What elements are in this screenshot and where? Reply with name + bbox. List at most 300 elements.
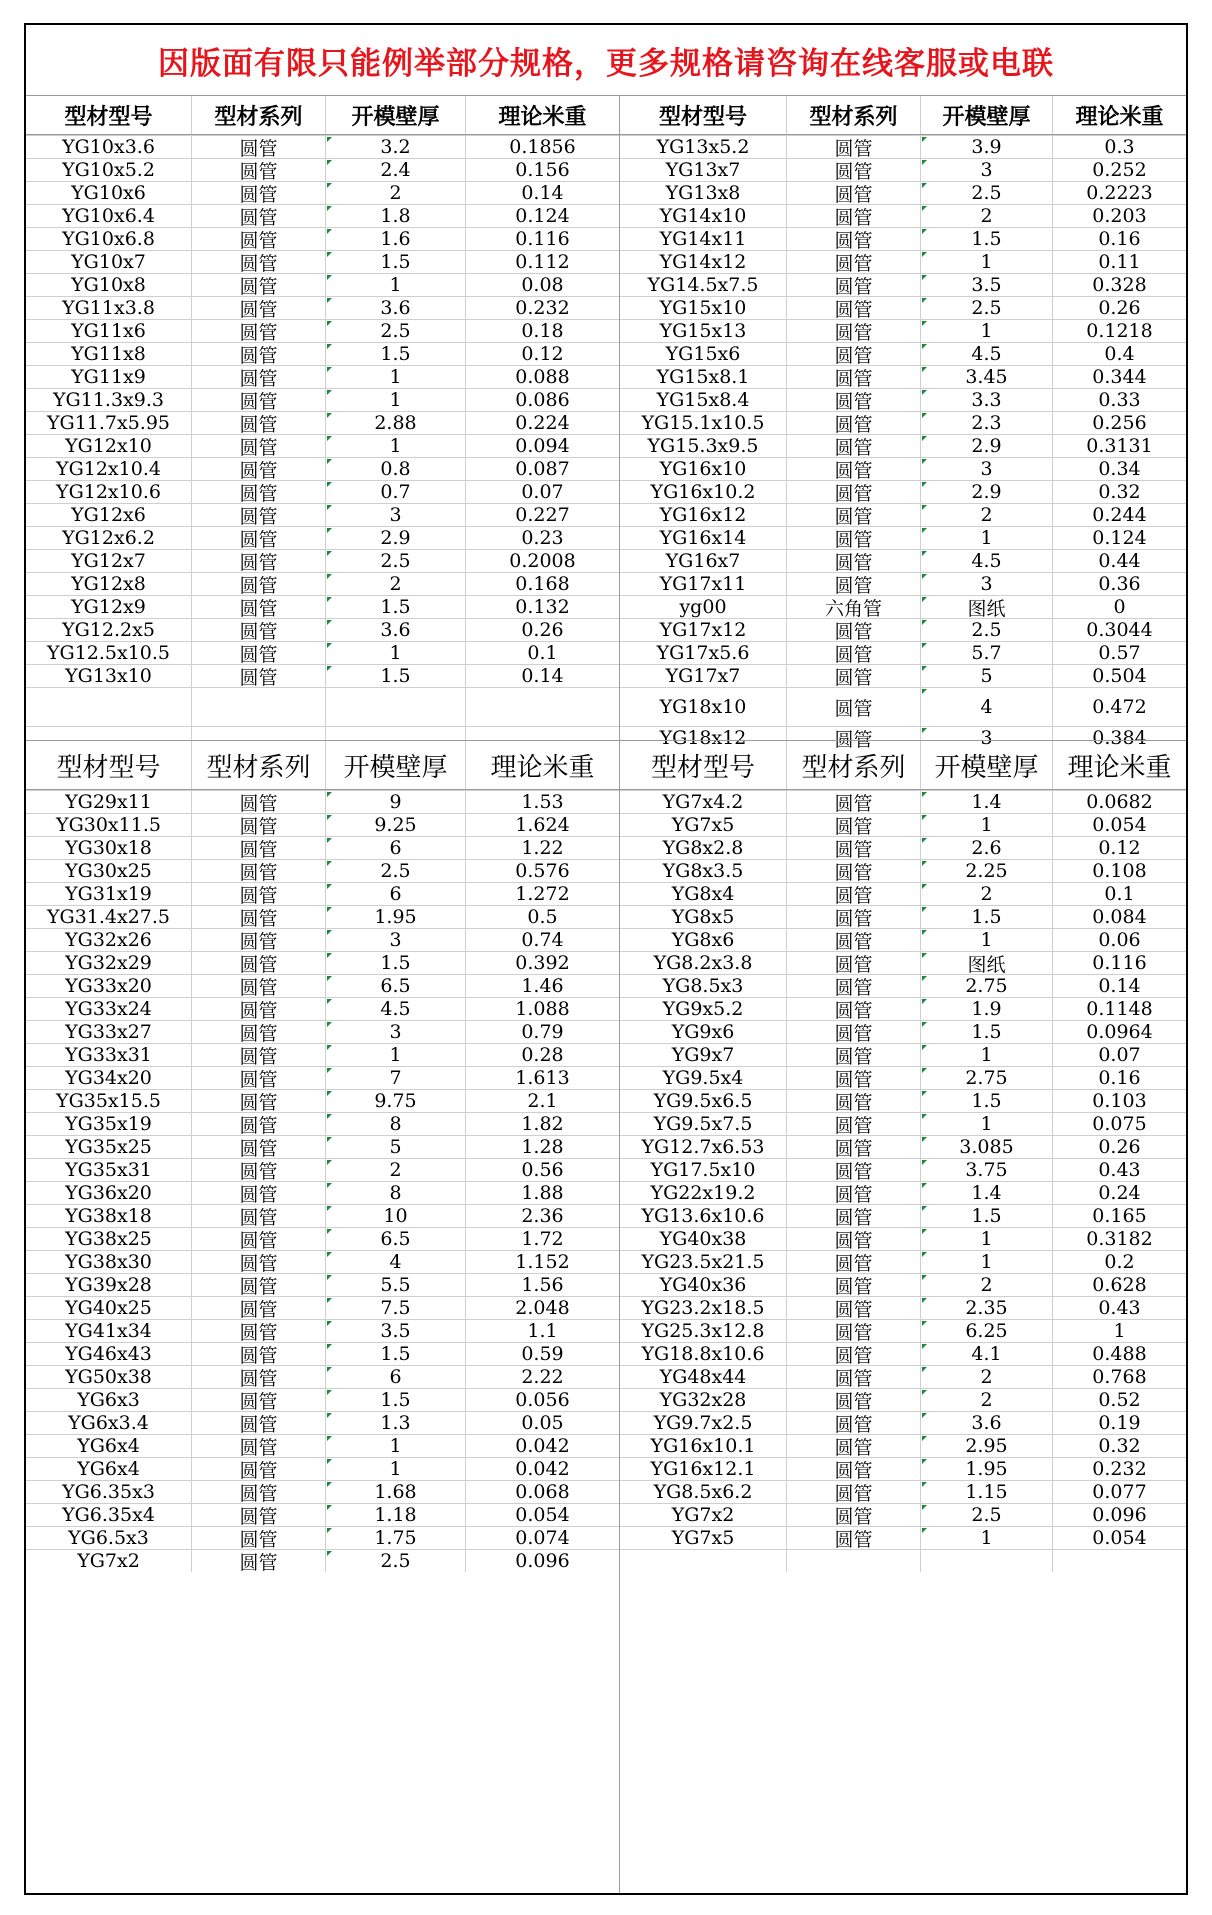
model-cell: YG7x4.2 [620, 791, 787, 813]
model-cell: YG10x6.8 [26, 228, 192, 250]
table-row [620, 951, 1186, 974]
table-row [26, 1411, 619, 1434]
model-cell: YG13x7 [620, 159, 787, 181]
table-row [620, 1365, 1186, 1388]
weight-per-meter-cell: 0.2008 [509, 550, 576, 572]
wall-thickness-cell: 6 [326, 837, 466, 859]
table-row [620, 641, 1186, 664]
spec-table-top [26, 95, 1186, 749]
table-row [26, 480, 619, 503]
table-row [26, 273, 619, 296]
weight-per-meter-cell: 0.14 [521, 182, 564, 204]
wall-thickness-cell: 3 [921, 727, 1053, 749]
header-model: 型材型号 [620, 96, 787, 134]
wall-thickness-cell: 3 [921, 573, 1053, 595]
wall-thickness-cell: 1.5 [326, 343, 466, 365]
header-weight-per-meter: 理论米重 [490, 752, 595, 783]
weight-per-meter-cell: 0.124 [515, 205, 570, 227]
wall-thickness-cell: 1.15 [921, 1481, 1053, 1503]
series-cell: 圆管 [192, 1044, 326, 1066]
model-cell: YG11x6 [26, 320, 192, 342]
wall-thickness-cell: 4.1 [921, 1343, 1053, 1365]
header-series: 型材系列 [192, 96, 326, 134]
model-cell: YG10x6 [26, 182, 192, 204]
wall-thickness-cell: 3.45 [921, 366, 1053, 388]
wall-thickness-cell: 1 [326, 1435, 466, 1457]
model-cell: YG12x10.6 [26, 481, 192, 503]
model-cell: YG16x12.1 [620, 1458, 787, 1480]
model-cell: YG12x7 [26, 550, 192, 572]
wall-thickness-cell: 8 [326, 1113, 466, 1135]
model-cell: YG16x10.1 [620, 1435, 787, 1457]
model-cell: YG16x10 [620, 458, 787, 480]
series-cell: 圆管 [787, 435, 921, 457]
table-row [26, 572, 619, 595]
page-title: 因版面有限只能例举部分规格，更多规格请咨询在线客服或电联 [158, 45, 1054, 82]
model-cell: YG40x36 [620, 1274, 787, 1296]
model-cell: YG40x38 [620, 1228, 787, 1250]
model-cell: YG6x4 [26, 1458, 192, 1480]
model-cell: YG10x7 [26, 251, 192, 273]
weight-per-meter-cell: 0.06 [1098, 929, 1141, 951]
model-cell: YG13x8 [620, 182, 787, 204]
wall-thickness-cell: 1.4 [921, 1182, 1053, 1204]
wall-thickness-cell: 3.9 [921, 136, 1053, 158]
series-cell: 圆管 [787, 205, 921, 227]
wall-thickness-cell: 1.5 [921, 1205, 1053, 1227]
table-row [26, 813, 619, 836]
series-cell: 圆管 [192, 343, 326, 365]
series-cell: 圆管 [192, 1274, 326, 1296]
table-row [26, 1549, 619, 1572]
table-row [26, 664, 619, 687]
series-cell: 圆管 [787, 1021, 921, 1043]
wall-thickness-cell: 0.7 [326, 481, 466, 503]
wall-thickness-cell: 9.25 [326, 814, 466, 836]
table-row [26, 342, 619, 365]
model-cell: YG6x3.4 [26, 1412, 192, 1434]
model-cell: YG14x12 [620, 251, 787, 273]
series-cell: 圆管 [787, 1205, 921, 1227]
weight-per-meter-cell: 0.2 [1104, 1251, 1135, 1273]
model-cell: YG6x4 [26, 1435, 192, 1457]
weight-per-meter-cell: 0.44 [1098, 550, 1141, 572]
model-cell: YG16x14 [620, 527, 787, 549]
wall-thickness-cell: 1 [921, 527, 1053, 549]
wall-thickness-cell: 2.5 [326, 860, 466, 882]
series-cell: 圆管 [192, 1159, 326, 1181]
wall-thickness-cell: 2 [326, 182, 466, 204]
wall-thickness-cell: 1.18 [326, 1504, 466, 1526]
table-row [620, 181, 1186, 204]
series-cell: 圆管 [192, 814, 326, 836]
weight-per-meter-cell: 0.07 [1098, 1044, 1141, 1066]
model-cell: YG15.3x9.5 [620, 435, 787, 457]
model-cell: YG6.35x3 [26, 1481, 192, 1503]
series-cell: 圆管 [787, 688, 921, 726]
model-cell: YG8.5x6.2 [620, 1481, 787, 1503]
weight-per-meter-cell: 0.26 [521, 619, 564, 641]
table-row [26, 1457, 619, 1480]
series-cell: 圆管 [787, 320, 921, 342]
weight-per-meter-cell: 0.112 [515, 251, 570, 273]
model-cell: YG7x2 [26, 1550, 192, 1572]
model-cell: YG30x25 [26, 860, 192, 882]
series-cell: 圆管 [787, 251, 921, 273]
wall-thickness-cell: 1 [326, 642, 466, 664]
series-cell: 圆管 [192, 481, 326, 503]
series-cell: 圆管 [787, 1044, 921, 1066]
weight-per-meter-cell: 0.11 [1098, 251, 1141, 273]
series-cell: 圆管 [192, 1412, 326, 1434]
wall-thickness-cell: 0.8 [326, 458, 466, 480]
weight-per-meter-cell: 0.054 [1092, 814, 1147, 836]
table-row [620, 365, 1186, 388]
series-cell [787, 1550, 921, 1572]
header-weight-per-meter: 理论米重 [1067, 752, 1172, 783]
model-cell: YG35x15.5 [26, 1090, 192, 1112]
wall-thickness-cell: 1 [326, 389, 466, 411]
model-cell: YG36x20 [26, 1182, 192, 1204]
table-row [26, 503, 619, 526]
wall-thickness-cell: 9.75 [326, 1090, 466, 1112]
weight-per-meter-cell: 0.252 [1092, 159, 1147, 181]
table-row [620, 457, 1186, 480]
model-cell: YG33x20 [26, 975, 192, 997]
series-cell: 圆管 [787, 727, 921, 749]
wall-thickness-cell: 8 [326, 1182, 466, 1204]
wall-thickness-cell: 1.5 [326, 1343, 466, 1365]
series-cell: 圆管 [192, 998, 326, 1020]
wall-thickness-cell: 2.5 [326, 550, 466, 572]
model-cell: YG9.5x6.5 [620, 1090, 787, 1112]
wall-thickness-cell: 1 [326, 366, 466, 388]
wall-thickness-cell: 1.6 [326, 228, 466, 250]
wall-thickness-cell: 2.9 [921, 435, 1053, 457]
model-cell: YG25.3x12.8 [620, 1320, 787, 1342]
wall-thickness-cell: 2 [921, 1274, 1053, 1296]
weight-per-meter-cell: 0.28 [521, 1044, 564, 1066]
table-row [620, 905, 1186, 928]
weight-per-meter-cell: 0.08 [521, 274, 564, 296]
weight-per-meter-cell: 0.094 [515, 435, 570, 457]
table-row [26, 365, 619, 388]
table-row [620, 1112, 1186, 1135]
series-cell: 圆管 [787, 837, 921, 859]
table-row [620, 1342, 1186, 1365]
weight-per-meter-cell: 0.042 [515, 1458, 570, 1480]
series-cell: 圆管 [192, 228, 326, 250]
wall-thickness-cell: 1 [326, 1458, 466, 1480]
weight-per-meter-cell: 0.068 [515, 1481, 570, 1503]
table-row [620, 572, 1186, 595]
weight-per-meter-cell: 0.244 [1092, 504, 1147, 526]
weight-per-meter-cell: 0.088 [515, 366, 570, 388]
weight-per-meter-cell: 0.1148 [1086, 998, 1153, 1020]
model-cell: YG7x2 [620, 1504, 787, 1526]
series-cell: 圆管 [787, 998, 921, 1020]
model-cell: YG8x2.8 [620, 837, 787, 859]
model-cell: YG11x3.8 [26, 297, 192, 319]
series-cell: 圆管 [787, 182, 921, 204]
table-row [620, 1250, 1186, 1273]
table-row [26, 1365, 619, 1388]
header-wall-thickness: 开模壁厚 [921, 96, 1053, 134]
model-cell: YG38x18 [26, 1205, 192, 1227]
wall-thickness-cell: 7 [326, 1067, 466, 1089]
header-series: 型材系列 [787, 96, 921, 134]
model-cell: YG7x5 [620, 814, 787, 836]
model-cell: YG13x5.2 [620, 136, 787, 158]
model-cell: YG18x12 [620, 727, 787, 749]
wall-thickness-cell: 3.5 [921, 274, 1053, 296]
series-cell: 圆管 [192, 619, 326, 641]
series-cell: 圆管 [192, 136, 326, 158]
table-row [26, 1158, 619, 1181]
weight-per-meter-cell: 0.132 [515, 596, 570, 618]
table-row [620, 296, 1186, 319]
weight-per-meter-cell: 0.168 [515, 573, 570, 595]
weight-per-meter-cell: 0.488 [1092, 1343, 1147, 1365]
wall-thickness-cell: 3 [921, 458, 1053, 480]
model-cell: YG9.5x7.5 [620, 1113, 787, 1135]
model-cell: YG12x10 [26, 435, 192, 457]
model-cell: YG8x4 [620, 883, 787, 905]
wall-thickness-cell: 2.88 [326, 412, 466, 434]
wall-thickness-cell: 1 [921, 320, 1053, 342]
model-cell: YG14x11 [620, 228, 787, 250]
weight-per-meter-cell: 0.084 [1092, 906, 1147, 928]
model-cell: YG41x34 [26, 1320, 192, 1342]
weight-per-meter-cell: 0.14 [1098, 975, 1141, 997]
wall-thickness-cell: 1 [921, 814, 1053, 836]
wall-thickness-cell: 3.75 [921, 1159, 1053, 1181]
model-cell: YG15x8.4 [620, 389, 787, 411]
model-cell: YG15.1x10.5 [620, 412, 787, 434]
model-cell: YG35x25 [26, 1136, 192, 1158]
series-cell: 圆管 [787, 504, 921, 526]
model-cell: YG10x6.4 [26, 205, 192, 227]
table-row [26, 296, 619, 319]
series-cell: 圆管 [787, 975, 921, 997]
table-row [620, 1296, 1186, 1319]
table-row [620, 319, 1186, 342]
wall-thickness-cell: 1.5 [326, 1389, 466, 1411]
table-row [26, 1480, 619, 1503]
weight-per-meter-cell: 0.054 [515, 1504, 570, 1526]
table-row [26, 1296, 619, 1319]
model-cell: YG16x7 [620, 550, 787, 572]
weight-per-meter-cell: 1.613 [515, 1067, 570, 1089]
header-model: 型材型号 [26, 741, 192, 789]
series-cell: 圆管 [787, 550, 921, 572]
series-cell: 圆管 [192, 504, 326, 526]
model-cell: YG35x19 [26, 1113, 192, 1135]
table-row [26, 951, 619, 974]
weight-per-meter-cell: 1.088 [515, 998, 570, 1020]
table-row [620, 135, 1186, 158]
table-row [26, 836, 619, 859]
wall-thickness-cell: 1 [326, 274, 466, 296]
weight-per-meter-cell: 0.16 [1098, 228, 1141, 250]
weight-per-meter-cell: 1.46 [521, 975, 564, 997]
wall-thickness-cell: 1.5 [326, 952, 466, 974]
wall-thickness-cell: 1.5 [921, 906, 1053, 928]
model-cell: YG15x13 [620, 320, 787, 342]
wall-thickness-cell: 2.5 [921, 182, 1053, 204]
table-row [620, 250, 1186, 273]
model-cell: YG39x28 [26, 1274, 192, 1296]
model-cell: YG11x8 [26, 343, 192, 365]
wall-thickness-cell: 1.68 [326, 1481, 466, 1503]
weight-per-meter-cell: 0.24 [1098, 1182, 1141, 1204]
table-row [620, 1411, 1186, 1434]
series-cell: 圆管 [192, 1113, 326, 1135]
model-cell: YG33x31 [26, 1044, 192, 1066]
series-cell: 圆管 [192, 205, 326, 227]
table-row [26, 1227, 619, 1250]
table-row [26, 1319, 619, 1342]
table-row [26, 1112, 619, 1135]
weight-per-meter-cell: 1.82 [521, 1113, 564, 1135]
wall-thickness-cell: 2.35 [921, 1297, 1053, 1319]
model-cell: YG12.5x10.5 [26, 642, 192, 664]
weight-per-meter-cell: 0.074 [515, 1527, 570, 1549]
table-row [620, 928, 1186, 951]
wall-thickness-cell: 3.2 [326, 136, 466, 158]
series-cell: 圆管 [192, 1205, 326, 1227]
weight-per-meter-cell: 0.12 [521, 343, 564, 365]
wall-thickness-cell: 3.6 [921, 1412, 1053, 1434]
weight-per-meter-cell: 0.077 [1092, 1481, 1147, 1503]
table-row [620, 882, 1186, 905]
weight-per-meter-cell: 1.28 [521, 1136, 564, 1158]
wall-thickness-cell: 1.9 [921, 998, 1053, 1020]
table-row [620, 836, 1186, 859]
table-row [620, 1526, 1186, 1549]
model-cell: YG17x11 [620, 573, 787, 595]
table-row [26, 227, 619, 250]
wall-thickness-cell: 2.3 [921, 412, 1053, 434]
table-row [26, 1089, 619, 1112]
weight-per-meter-cell: 0.054 [1092, 1527, 1147, 1549]
table-row [620, 859, 1186, 882]
series-cell: 圆管 [192, 906, 326, 928]
series-cell: 圆管 [787, 1274, 921, 1296]
weight-per-meter-cell: 0.26 [1098, 297, 1141, 319]
table-row [620, 526, 1186, 549]
spec-table-bottom-left [26, 740, 619, 1895]
table-row [620, 158, 1186, 181]
table-row [26, 790, 619, 813]
table-row [620, 997, 1186, 1020]
model-cell: YG16x10.2 [620, 481, 787, 503]
wall-thickness-cell: 2.95 [921, 1435, 1053, 1457]
spec-table-top-left [26, 95, 619, 740]
wall-thickness-cell: 2 [921, 883, 1053, 905]
table-row [26, 1434, 619, 1457]
table-row [620, 549, 1186, 572]
wall-thickness-cell: 3 [326, 929, 466, 951]
model-cell: YG29x11 [26, 791, 192, 813]
wall-thickness-cell: 1.3 [326, 1412, 466, 1434]
table-row [620, 1434, 1186, 1457]
table-row [26, 641, 619, 664]
table-row [26, 319, 619, 342]
table-row [620, 273, 1186, 296]
series-cell: 圆管 [192, 389, 326, 411]
model-cell: YG7x5 [620, 1527, 787, 1549]
weight-per-meter-cell: 0.1218 [1086, 320, 1153, 342]
series-cell: 圆管 [787, 1366, 921, 1388]
series-cell: 圆管 [192, 182, 326, 204]
wall-thickness-cell [921, 1550, 1053, 1572]
model-cell: YG15x10 [620, 297, 787, 319]
series-cell: 圆管 [192, 975, 326, 997]
series-cell: 圆管 [192, 1228, 326, 1250]
wall-thickness-cell: 2.5 [921, 297, 1053, 319]
model-cell: YG11x9 [26, 366, 192, 388]
weight-per-meter-cell: 0.2223 [1086, 182, 1153, 204]
weight-per-meter-cell: 2.36 [521, 1205, 564, 1227]
table-row [620, 480, 1186, 503]
series-cell: 圆管 [787, 906, 921, 928]
series-cell: 圆管 [787, 1458, 921, 1480]
table-row [620, 664, 1186, 687]
table-row [620, 1480, 1186, 1503]
weight-per-meter-cell: 2.22 [521, 1366, 564, 1388]
table-row [620, 595, 1186, 618]
series-cell: 圆管 [192, 1366, 326, 1388]
weight-per-meter-cell: 0.43 [1098, 1297, 1141, 1319]
weight-per-meter-cell: 0.57 [1098, 642, 1141, 664]
weight-per-meter-cell: 1.88 [521, 1182, 564, 1204]
wall-thickness-cell: 3.085 [921, 1136, 1053, 1158]
series-cell: 圆管 [192, 1090, 326, 1112]
table-row [26, 457, 619, 480]
table-row [26, 1066, 619, 1089]
model-cell: YG33x24 [26, 998, 192, 1020]
table-row [620, 1204, 1186, 1227]
series-cell: 圆管 [787, 343, 921, 365]
weight-per-meter-cell [466, 688, 619, 726]
header-row [620, 95, 1186, 135]
weight-per-meter-cell: 0.3131 [1086, 435, 1153, 457]
table-row [620, 1020, 1186, 1043]
weight-per-meter-cell: 2.1 [527, 1090, 558, 1112]
series-cell: 圆管 [192, 1435, 326, 1457]
wall-thickness-cell: 2 [921, 504, 1053, 526]
wall-thickness-cell: 2 [326, 1159, 466, 1181]
model-cell: YG34x20 [26, 1067, 192, 1089]
weight-per-meter-cell: 0.108 [1092, 860, 1147, 882]
model-cell: YG17x7 [620, 665, 787, 687]
wall-thickness-cell: 5.5 [326, 1274, 466, 1296]
model-cell: YG14x10 [620, 205, 787, 227]
table-row [620, 974, 1186, 997]
series-cell: 圆管 [787, 1159, 921, 1181]
weight-per-meter-cell [1053, 1550, 1186, 1572]
series-cell: 圆管 [787, 389, 921, 411]
weight-per-meter-cell: 0.3 [1104, 136, 1135, 158]
model-cell: YG15x6 [620, 343, 787, 365]
series-cell: 圆管 [192, 1343, 326, 1365]
table-row [26, 974, 619, 997]
series-cell: 圆管 [787, 458, 921, 480]
weight-per-meter-cell: 0.056 [515, 1389, 570, 1411]
model-cell: YG12x9 [26, 596, 192, 618]
model-cell: YG38x25 [26, 1228, 192, 1250]
